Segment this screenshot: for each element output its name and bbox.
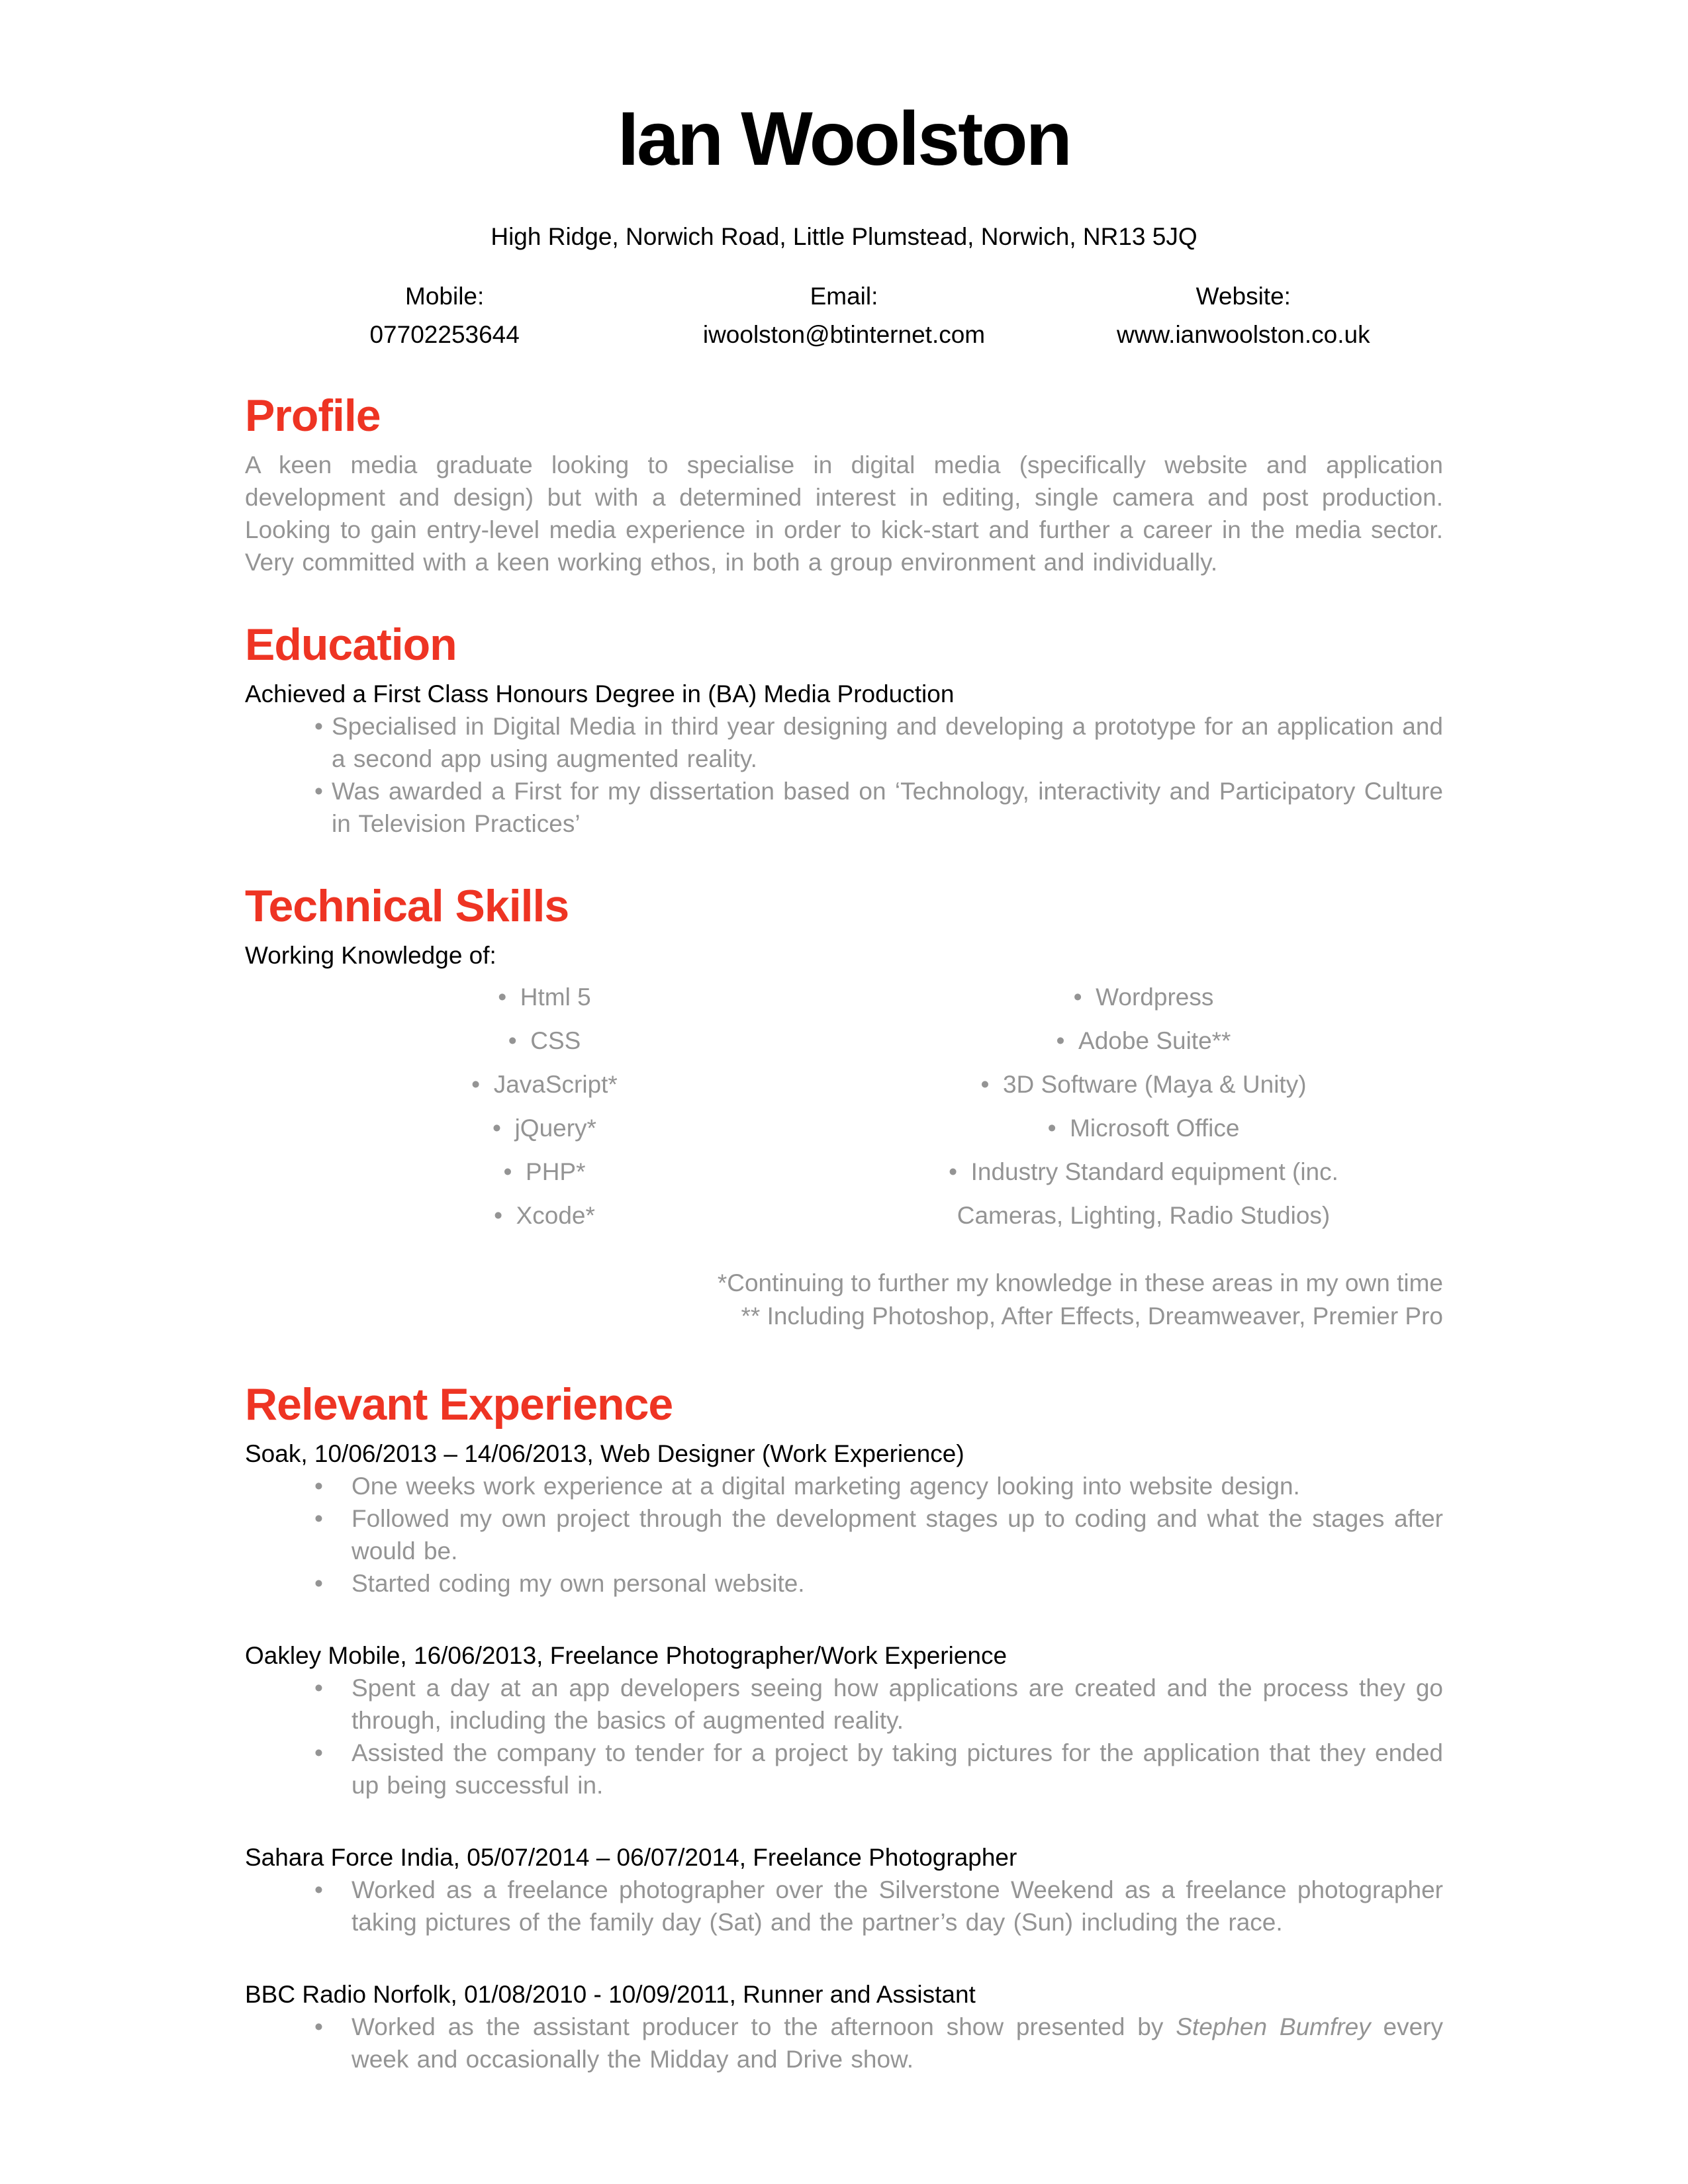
- bullet-text-post: every week and occasionally the Midday and Drive show.: [352, 2013, 1444, 2073]
- experience-entry-sahara: [245, 1841, 1443, 1938]
- website-label: Website:: [1196, 283, 1291, 310]
- bullet-item: [314, 710, 1443, 775]
- skill-item: • Adobe Suite**: [844, 1019, 1443, 1063]
- skill-item: • Wordpress: [844, 976, 1443, 1019]
- person-name: Ian Woolston: [618, 97, 1070, 181]
- skill-item: • Microsoft Office: [844, 1107, 1443, 1150]
- profile-heading: Profile: [245, 390, 381, 441]
- bullet-item: [314, 2011, 1443, 2075]
- bullet-item: [314, 1470, 1443, 1502]
- entry-title: Sahara Force India, 05/07/2014 – 06/07/2014, Freelance Photographer: [245, 1844, 1017, 1871]
- contact-website: [1044, 282, 1443, 349]
- entry-bullet-list: [314, 1672, 1443, 1801]
- skill-item: • jQuery*: [245, 1107, 844, 1150]
- contact-row: [245, 282, 1443, 349]
- bullet-text: • One weeks work experience at a digital marketing agency looking into website design.: [352, 1473, 1300, 1500]
- bullet-text: • Followed my own project through the development stages up to coding and what the stages after would be.: [352, 1505, 1443, 1565]
- entry-title: Oakley Mobile, 16/06/2013, Freelance Photographer/Work Experience: [245, 1642, 1008, 1669]
- experience-entry-soak: [245, 1437, 1443, 1600]
- bullet-text: [352, 2011, 1443, 2075]
- contact-email: [644, 282, 1043, 349]
- skill-item: • 3D Software (Maya & Unity): [844, 1063, 1443, 1107]
- education-degree: Achieved a First Class Honours Degree in (BA) Media Production: [245, 680, 955, 707]
- entry-title: BBC Radio Norfolk, 01/08/2010 - 10/09/2011, Runner and Assistant: [245, 1981, 976, 2008]
- footnote-asterisk: *Continuing to further my knowledge in these areas in my own time: [717, 1269, 1443, 1297]
- email-label: Email:: [810, 283, 878, 310]
- skill-item: • Html 5: [245, 976, 844, 1019]
- bullet-text: • Spent a day at an app developers seeing how applications are created and the process they go through, including the basics of augmented reality.: [352, 1674, 1443, 1734]
- experience-entry-oakley: [245, 1639, 1443, 1801]
- contact-mobile: [245, 282, 644, 349]
- bullet-item: [314, 1502, 1443, 1567]
- mobile-value: 07702253644: [369, 321, 520, 348]
- website-value: www.ianwoolston.co.uk: [1117, 321, 1370, 348]
- bullet-text: • Assisted the company to tender for a project by taking pictures for the application that they ended up being successful in.: [352, 1739, 1443, 1799]
- bullet-text: • Specialised in Digital Media in third year designing and developing a prototype for an application and a second app using augmented reality.: [332, 713, 1443, 772]
- skills-column-right: [844, 976, 1443, 1238]
- footnote-double-asterisk: ** Including Photoshop, After Effects, Dreamweaver, Premier Pro: [741, 1302, 1443, 1330]
- skills-column-left: [245, 976, 844, 1238]
- technical-skills-heading: Technical Skills: [245, 881, 569, 931]
- education-heading: Education: [245, 619, 457, 670]
- presenter-name: Stephen Bumfrey: [1176, 2013, 1371, 2040]
- address-line: High Ridge, Norwich Road, Little Plumstead, Norwich, NR13 5JQ: [491, 223, 1197, 250]
- skill-item: • Industry Standard equipment (inc. Cameras, Lighting, Radio Studios): [912, 1150, 1376, 1238]
- section-education: [245, 621, 1443, 840]
- bullet-item: [314, 1874, 1443, 1938]
- bullet-item: [314, 1567, 1443, 1600]
- section-profile: [245, 392, 1443, 578]
- bullet-text: • Was awarded a First for my dissertation based on ‘Technology, interactivity and Participatory Culture in Television Practices’: [332, 778, 1443, 837]
- bullet-item: [314, 1737, 1443, 1801]
- skill-item: • CSS: [245, 1019, 844, 1063]
- bullet-item: [314, 775, 1443, 840]
- skills-footnotes: [245, 1267, 1443, 1333]
- education-bullet-list: [314, 710, 1443, 840]
- section-technical-skills: [245, 882, 1443, 1333]
- skill-item: • Xcode*: [245, 1194, 844, 1238]
- bullet-item: [314, 1672, 1443, 1737]
- bullet-text: • Started coding my own personal website.: [352, 1570, 805, 1597]
- entry-bullet-list: [314, 1470, 1443, 1600]
- skills-columns: [245, 976, 1443, 1238]
- bullet-text-pre: Worked as the assistant producer to the afternoon show presented by: [352, 2013, 1176, 2040]
- section-relevant-experience: [245, 1381, 1443, 2075]
- skill-item: • JavaScript*: [245, 1063, 844, 1107]
- skill-item: • PHP*: [245, 1150, 844, 1194]
- entry-bullet-list: [314, 2011, 1443, 2075]
- email-value: iwoolston@btinternet.com: [702, 321, 986, 348]
- entry-title: Soak, 10/06/2013 – 14/06/2013, Web Designer (Work Experience): [245, 1440, 964, 1467]
- profile-body: A keen media graduate looking to specialise in digital media (specifically website and application development and design) but with a determined interest in editing, single camera and post production. Looking to gain entry-level media experience in order to kick-start and further a career in the media sector. Very committed with a keen working ethos, in both a group environment and individually.: [245, 451, 1443, 576]
- bullet-text: • Worked as a freelance photographer over the Silverstone Weekend as a freelance photographer taking pictures of the family day (Sat) and the partner’s day (Sun) including the race.: [352, 1876, 1443, 1936]
- mobile-label: Mobile:: [405, 283, 485, 310]
- experience-entry-bbc: [245, 1978, 1443, 2075]
- entry-bullet-list: [314, 1874, 1443, 1938]
- experience-heading: Relevant Experience: [245, 1379, 673, 1430]
- skills-intro: Working Knowledge of:: [245, 942, 496, 969]
